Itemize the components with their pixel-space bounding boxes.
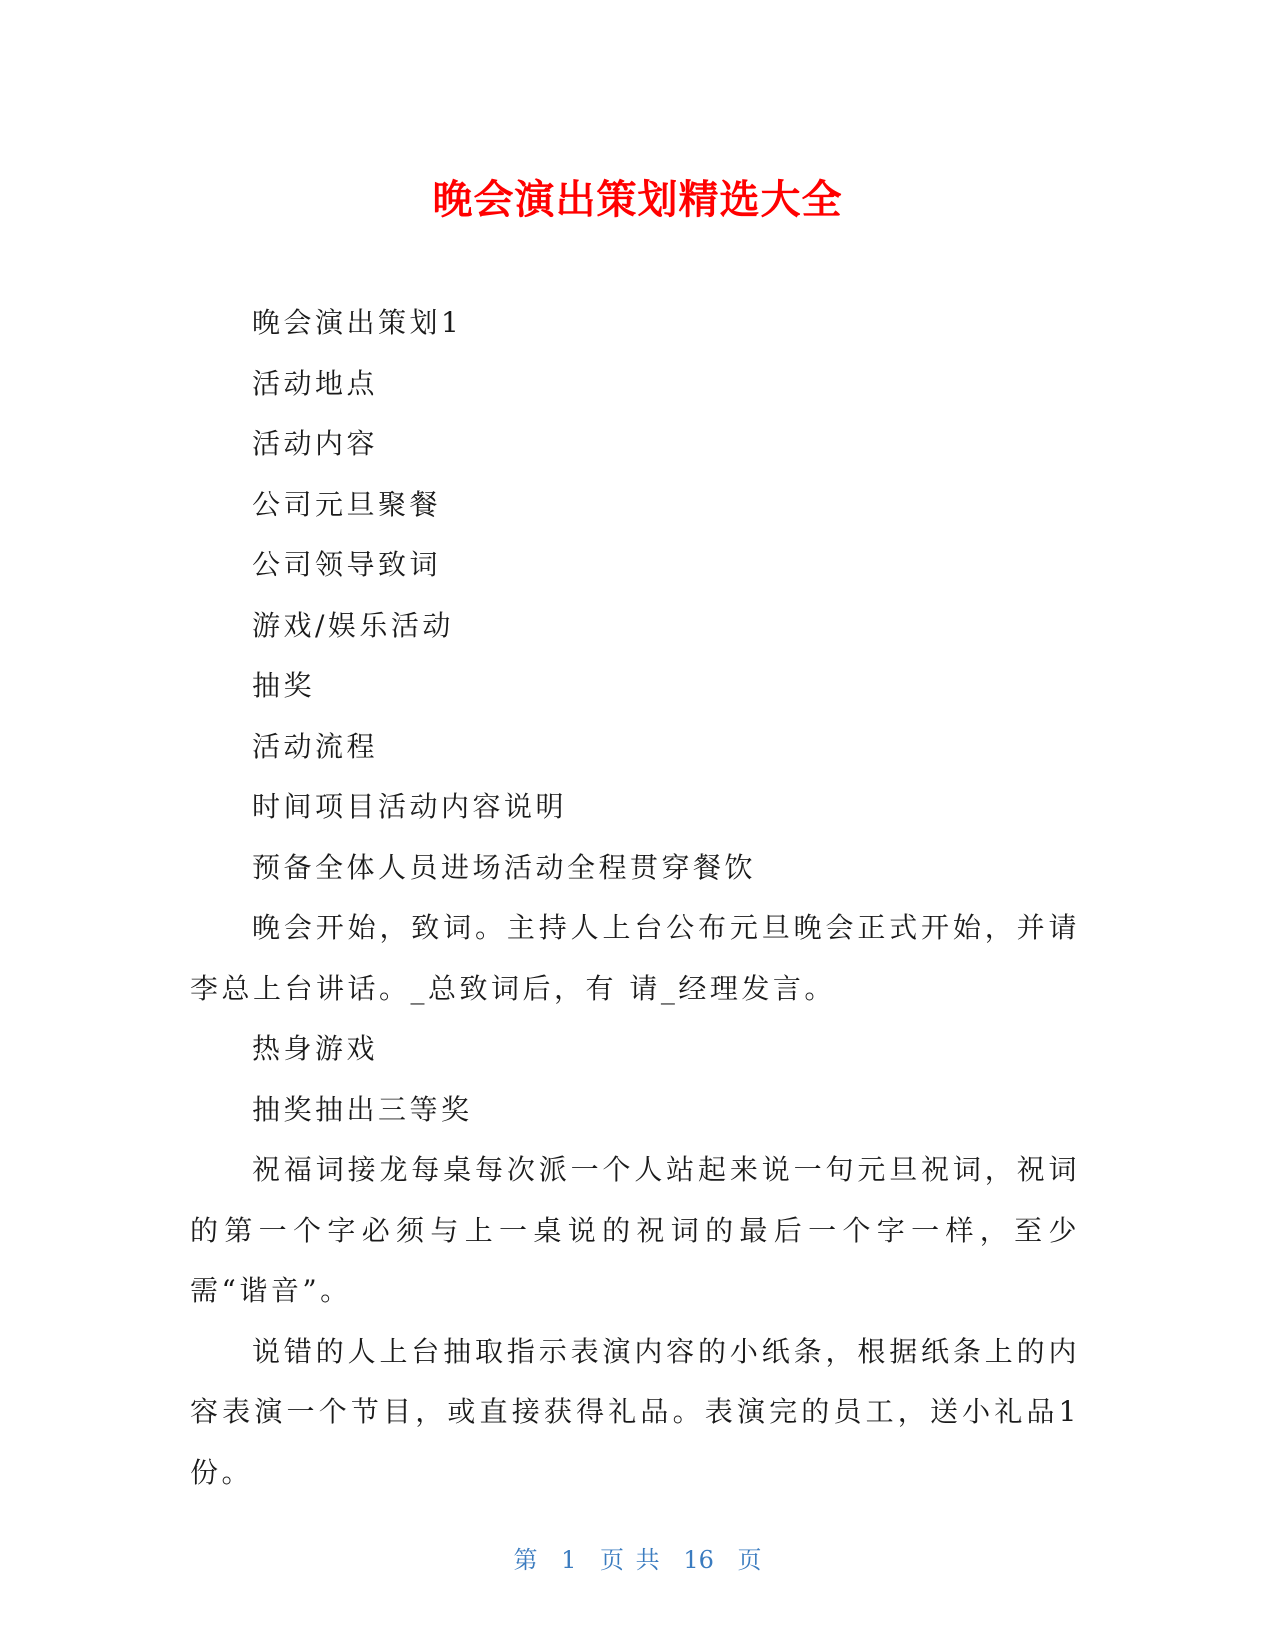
paragraph: 说错的人上台抽取指示表演内容的小纸条，根据纸条上的内容表演一个节目，或直接获得礼品。表演完的员工，送小礼品1份。 [190, 1334, 1080, 1489]
paragraph: 公司领导致词 [252, 548, 442, 581]
paragraph: 活动流程 [252, 729, 379, 763]
paragraph: 晚会开始，致词。主持人上台公布元旦晚会正式开始，并请李总上台讲话。_总致词后，有 请_经理发言。 [190, 911, 1080, 1005]
document-title: 晚会演出策划精选大全 [432, 177, 843, 223]
footer-suffix: 页 [737, 1546, 762, 1574]
paragraph: 预备全体人员进场活动全程贯穿餐饮 [252, 850, 757, 884]
page-footer [0, 1540, 1275, 1575]
paragraph: 时间项目活动内容说明 [252, 790, 568, 823]
paragraph: 祝福词接龙每桌每次派一个人站起来说一句元旦祝词，祝词的第一个字必须与上一桌说的祝词的最后一个字一样，至少需“谐音”。 [190, 1153, 1080, 1307]
paragraph: 公司元旦聚餐 [252, 487, 442, 521]
footer-page-number: 1 [561, 1546, 577, 1574]
paragraph: 抽奖抽出三等奖 [252, 1092, 473, 1126]
paragraph: 游戏/娱乐活动 [252, 608, 454, 642]
footer-prefix: 第 [513, 1546, 538, 1574]
document-body [190, 293, 1080, 1503]
paragraph: 活动地点 [252, 366, 379, 400]
paragraph: 抽奖 [252, 669, 316, 702]
paragraph: 晚会演出策划1 [252, 306, 463, 339]
paragraph: 热身游戏 [252, 1032, 379, 1065]
footer-total-pages: 16 [683, 1546, 714, 1574]
footer-middle: 页 共 [600, 1546, 660, 1574]
paragraph: 活动内容 [252, 427, 379, 460]
